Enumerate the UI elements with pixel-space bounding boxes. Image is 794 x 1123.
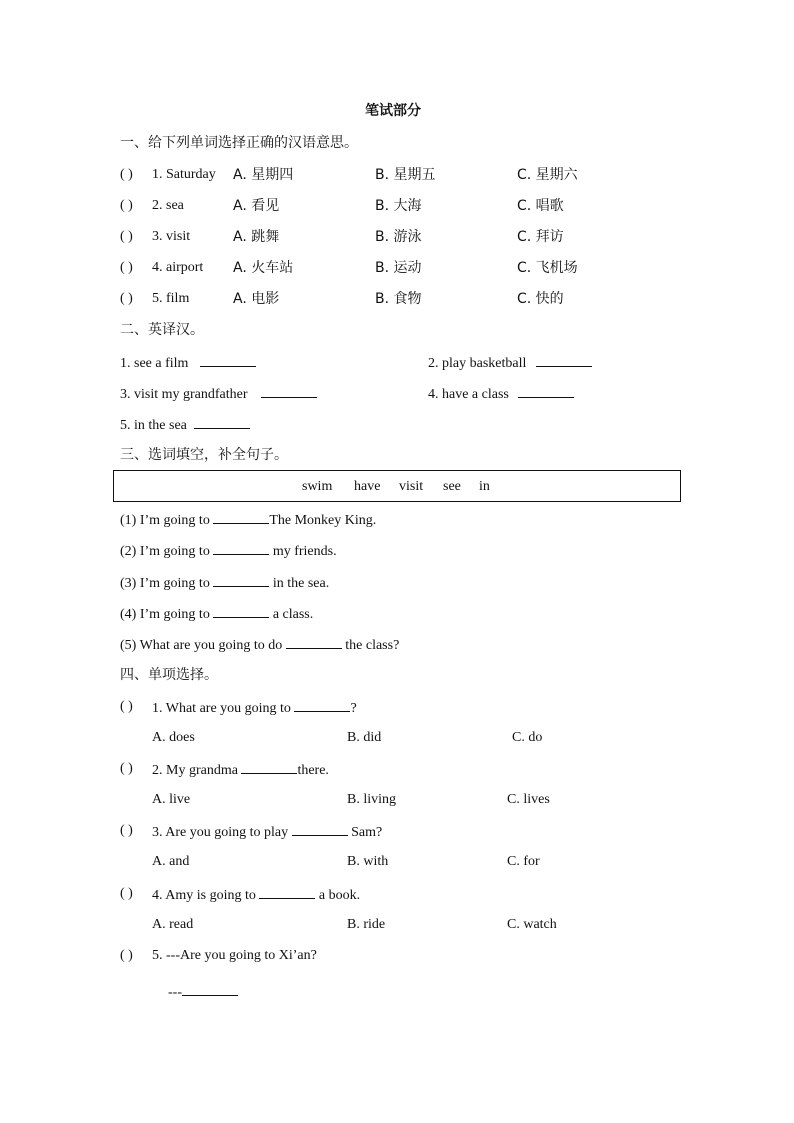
- fill-sentence: [120, 604, 313, 624]
- question-start: 2. My grandma: [152, 763, 242, 778]
- option-b[interactable]: B. did: [347, 730, 382, 745]
- option-b[interactable]: B. ride: [347, 917, 386, 932]
- translation-phrase: 1. see a film: [120, 356, 189, 371]
- option-b[interactable]: B. living: [347, 792, 397, 807]
- answer-blank[interactable]: [194, 415, 250, 429]
- option-a: A. 火车站: [233, 260, 294, 276]
- option-b: B. 运动: [375, 260, 422, 276]
- translation-item: [120, 384, 317, 404]
- word-bank-item: see: [443, 479, 461, 494]
- option-c: C. 飞机场: [517, 260, 578, 276]
- option-c: C. 唱歌: [517, 198, 564, 214]
- option-b: B. 星期五: [375, 167, 436, 183]
- option-a: A. 看见: [233, 198, 280, 214]
- answer-paren[interactable]: ( ): [120, 948, 133, 963]
- mc-question: [152, 822, 382, 842]
- translation-phrase: 3. visit my grandfather: [120, 387, 248, 402]
- mc-question: [152, 760, 329, 780]
- option-b: B. 游泳: [375, 229, 422, 245]
- answer-paren[interactable]: ( ): [120, 823, 133, 838]
- sentence-end: in the sea.: [269, 576, 330, 591]
- option-a[interactable]: A. read: [152, 917, 194, 932]
- sentence-end: my friends.: [269, 544, 337, 559]
- translation-phrase: 2. play basketball: [428, 356, 527, 371]
- answer-blank[interactable]: [286, 635, 342, 649]
- question-word: 3. visit: [152, 229, 191, 244]
- word-bank: [113, 470, 681, 502]
- answer-paren[interactable]: ( ): [120, 886, 133, 901]
- question-end: there.: [297, 763, 329, 778]
- option-a[interactable]: A. does: [152, 730, 195, 745]
- answer-paren[interactable]: ( ): [120, 761, 133, 776]
- answer-line: [168, 982, 238, 1002]
- question-word: 4. airport: [152, 260, 204, 275]
- question-end: ?: [350, 701, 357, 716]
- option-c: C. 拜访: [517, 229, 564, 245]
- question-end: a book.: [315, 888, 361, 903]
- option-a: A. 跳舞: [233, 229, 280, 245]
- option-c[interactable]: C. lives: [507, 792, 550, 807]
- option-b: B. 食物: [375, 291, 422, 307]
- sentence-end: a class.: [269, 607, 314, 622]
- question-start: 4. Amy is going to: [152, 888, 260, 903]
- option-a[interactable]: A. and: [152, 854, 190, 869]
- option-a[interactable]: A. live: [152, 792, 191, 807]
- sentence-start: (5) What are you going to do: [120, 638, 286, 653]
- answer-blank[interactable]: [294, 698, 350, 712]
- sentence-start: (3) I’m going to: [120, 576, 214, 591]
- translation-phrase: 4. have a class: [428, 387, 509, 402]
- option-b[interactable]: B. with: [347, 854, 389, 869]
- sentence-end: the class?: [341, 638, 400, 653]
- answer-blank[interactable]: [241, 760, 297, 774]
- answer-paren[interactable]: ( ): [120, 291, 133, 306]
- word-bank-item: have: [354, 479, 381, 494]
- answer-paren[interactable]: ( ): [120, 198, 133, 213]
- sentence-end: The Monkey King.: [269, 513, 377, 528]
- question-word: 1. Saturday: [152, 167, 216, 182]
- page-title: 笔试部分: [365, 103, 421, 119]
- word-bank-item: visit: [399, 479, 424, 494]
- answer-blank[interactable]: [182, 982, 238, 996]
- section1-heading: 一、给下列单词选择正确的汉语意思。: [120, 135, 358, 151]
- translation-item: [428, 353, 592, 373]
- question-end: Sam?: [347, 825, 383, 840]
- sentence-start: (1) I’m going to: [120, 513, 214, 528]
- option-c[interactable]: C. do: [512, 730, 543, 745]
- word-bank-item: in: [479, 479, 490, 494]
- translation-item: [428, 384, 574, 404]
- translation-item: [120, 415, 250, 435]
- question-start: 1. What are you going to: [152, 701, 295, 716]
- question-word: 5. film: [152, 291, 190, 306]
- answer-blank[interactable]: [213, 573, 269, 587]
- answer-blank[interactable]: [259, 885, 315, 899]
- sentence-start: (2) I’m going to: [120, 544, 214, 559]
- fill-sentence: [120, 573, 329, 593]
- sentence-start: (4) I’m going to: [120, 607, 214, 622]
- answer-blank[interactable]: [213, 604, 269, 618]
- option-a: A. 星期四: [233, 167, 294, 183]
- section3-heading: 三、选词填空，补全句子。: [120, 447, 288, 463]
- option-c[interactable]: C. for: [507, 854, 540, 869]
- section4-heading: 四、单项选择。: [120, 667, 218, 683]
- question-start: 3. Are you going to play: [152, 825, 292, 840]
- option-b: B. 大海: [375, 198, 422, 214]
- mc-question: [152, 885, 360, 905]
- answer-blank[interactable]: [261, 384, 317, 398]
- translation-phrase: 5. in the sea: [120, 418, 187, 433]
- answer-paren[interactable]: ( ): [120, 260, 133, 275]
- option-c[interactable]: C. watch: [507, 917, 557, 932]
- answer-paren[interactable]: ( ): [120, 229, 133, 244]
- answer-blank[interactable]: [292, 822, 348, 836]
- mc-question: [152, 698, 357, 718]
- answer-blank[interactable]: [213, 510, 269, 524]
- answer-blank[interactable]: [536, 353, 592, 367]
- answer-paren[interactable]: ( ): [120, 699, 133, 714]
- question-word: 2. sea: [152, 198, 184, 213]
- answer-paren[interactable]: ( ): [120, 167, 133, 182]
- option-a: A. 电影: [233, 291, 280, 307]
- dash-prefix: ---: [168, 985, 182, 1000]
- word-bank-item: swim: [302, 479, 333, 494]
- fill-sentence: [120, 541, 337, 561]
- answer-blank[interactable]: [213, 541, 269, 555]
- option-c: C. 快的: [517, 291, 564, 307]
- translation-item: [120, 353, 256, 373]
- section2-heading: 二、英译汉。: [120, 322, 204, 338]
- fill-sentence: [120, 510, 376, 530]
- answer-blank[interactable]: [200, 353, 256, 367]
- option-c: C. 星期六: [517, 167, 578, 183]
- fill-sentence: [120, 635, 399, 655]
- answer-blank[interactable]: [518, 384, 574, 398]
- mc-question: 5. ---Are you going to Xi’an?: [152, 948, 317, 963]
